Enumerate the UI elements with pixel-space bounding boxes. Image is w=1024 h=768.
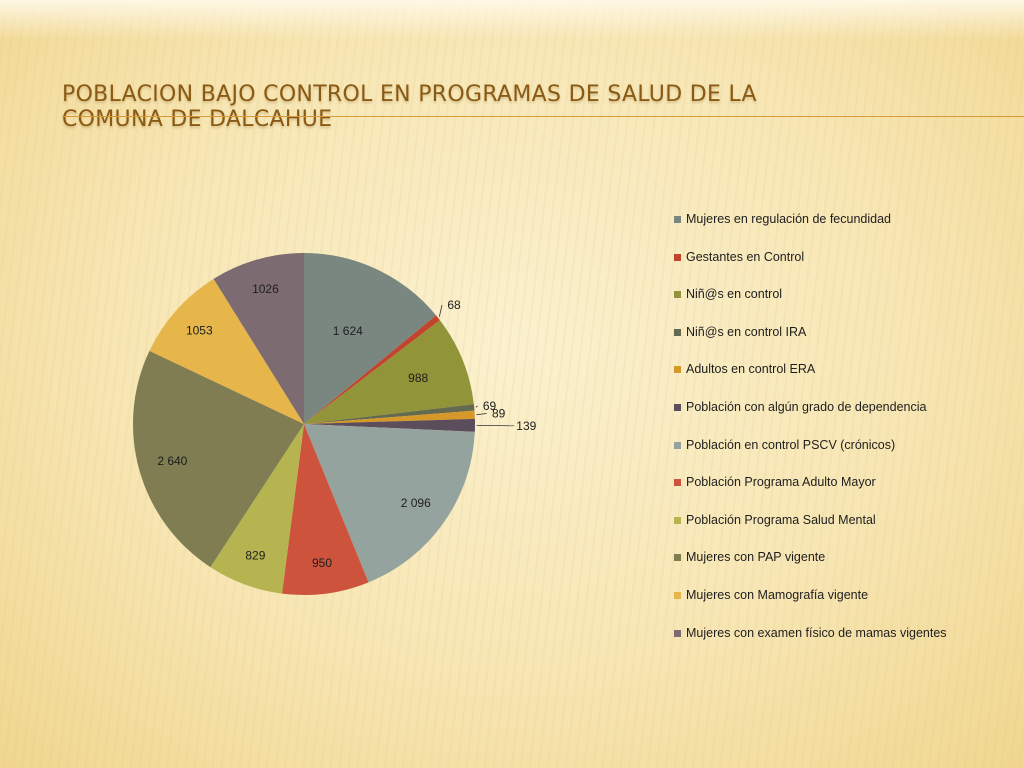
legend-swatch: [674, 442, 681, 449]
legend-swatch: [674, 329, 681, 336]
legend-label: Población Programa Salud Mental: [686, 512, 876, 527]
data-label: 2 640: [157, 454, 188, 469]
legend-item: [674, 588, 1014, 626]
legend-swatch: [674, 554, 681, 561]
legend-swatch: [674, 404, 681, 411]
data-label: 829: [245, 548, 266, 563]
legend-label: Mujeres con PAP vigente: [686, 550, 826, 565]
leader-line: [439, 305, 442, 317]
legend-item: [674, 513, 1014, 551]
leader-line: [476, 406, 478, 407]
legend-label: Población Programa Adulto Mayor: [686, 475, 876, 490]
legend-item: [674, 550, 1014, 588]
legend-label: Mujeres con examen físico de mamas vigentes: [686, 625, 947, 640]
legend-swatch: [674, 630, 681, 637]
data-label: 1 624: [332, 324, 363, 339]
legend-item: [674, 325, 1014, 363]
data-label: 139: [516, 418, 537, 433]
data-label: 1026: [252, 282, 279, 297]
slide-title: POBLACION BAJO CONTROL EN PROGRAMAS DE SALUD DE LA COMUNA DE DALCAHUE: [62, 82, 757, 132]
legend-item: [674, 475, 1014, 513]
legend-swatch: [674, 216, 681, 223]
legend-swatch: [674, 592, 681, 599]
legend-label: Población en control PSCV (crónicos): [686, 437, 896, 452]
legend-item: [674, 287, 1014, 325]
legend-label: Población con algún grado de dependencia: [686, 399, 927, 414]
data-label: 69: [482, 398, 497, 413]
legend-swatch: [674, 517, 681, 524]
data-label: 68: [447, 298, 461, 312]
legend-label: Mujeres en regulación de fecundidad: [686, 212, 891, 226]
legend-label: Adultos en control ERA: [686, 362, 816, 377]
legend-item: [674, 212, 1014, 250]
data-label: 1053: [185, 323, 213, 338]
legend-label: Niñ@s en control IRA: [686, 324, 807, 339]
legend-swatch: [674, 291, 681, 298]
legend-item: [674, 362, 1014, 400]
chart-legend: [674, 212, 1014, 663]
legend-label: Mujeres con Mamografía vigente: [686, 587, 869, 602]
legend-swatch: [674, 366, 681, 373]
legend-item: [674, 400, 1014, 438]
legend-swatch: [674, 254, 681, 261]
leader-line: [476, 414, 486, 415]
data-label: 950: [312, 556, 333, 571]
data-label: 988: [408, 370, 429, 385]
legend-item: [674, 438, 1014, 476]
legend-item: [674, 626, 1014, 664]
legend-item: [674, 250, 1014, 288]
legend-label: Niñ@s en control: [686, 287, 783, 302]
legend-swatch: [674, 479, 681, 486]
data-label: 2 096: [400, 495, 431, 510]
data-label: 89: [491, 406, 506, 421]
legend-label: Gestantes en Control: [686, 249, 805, 264]
